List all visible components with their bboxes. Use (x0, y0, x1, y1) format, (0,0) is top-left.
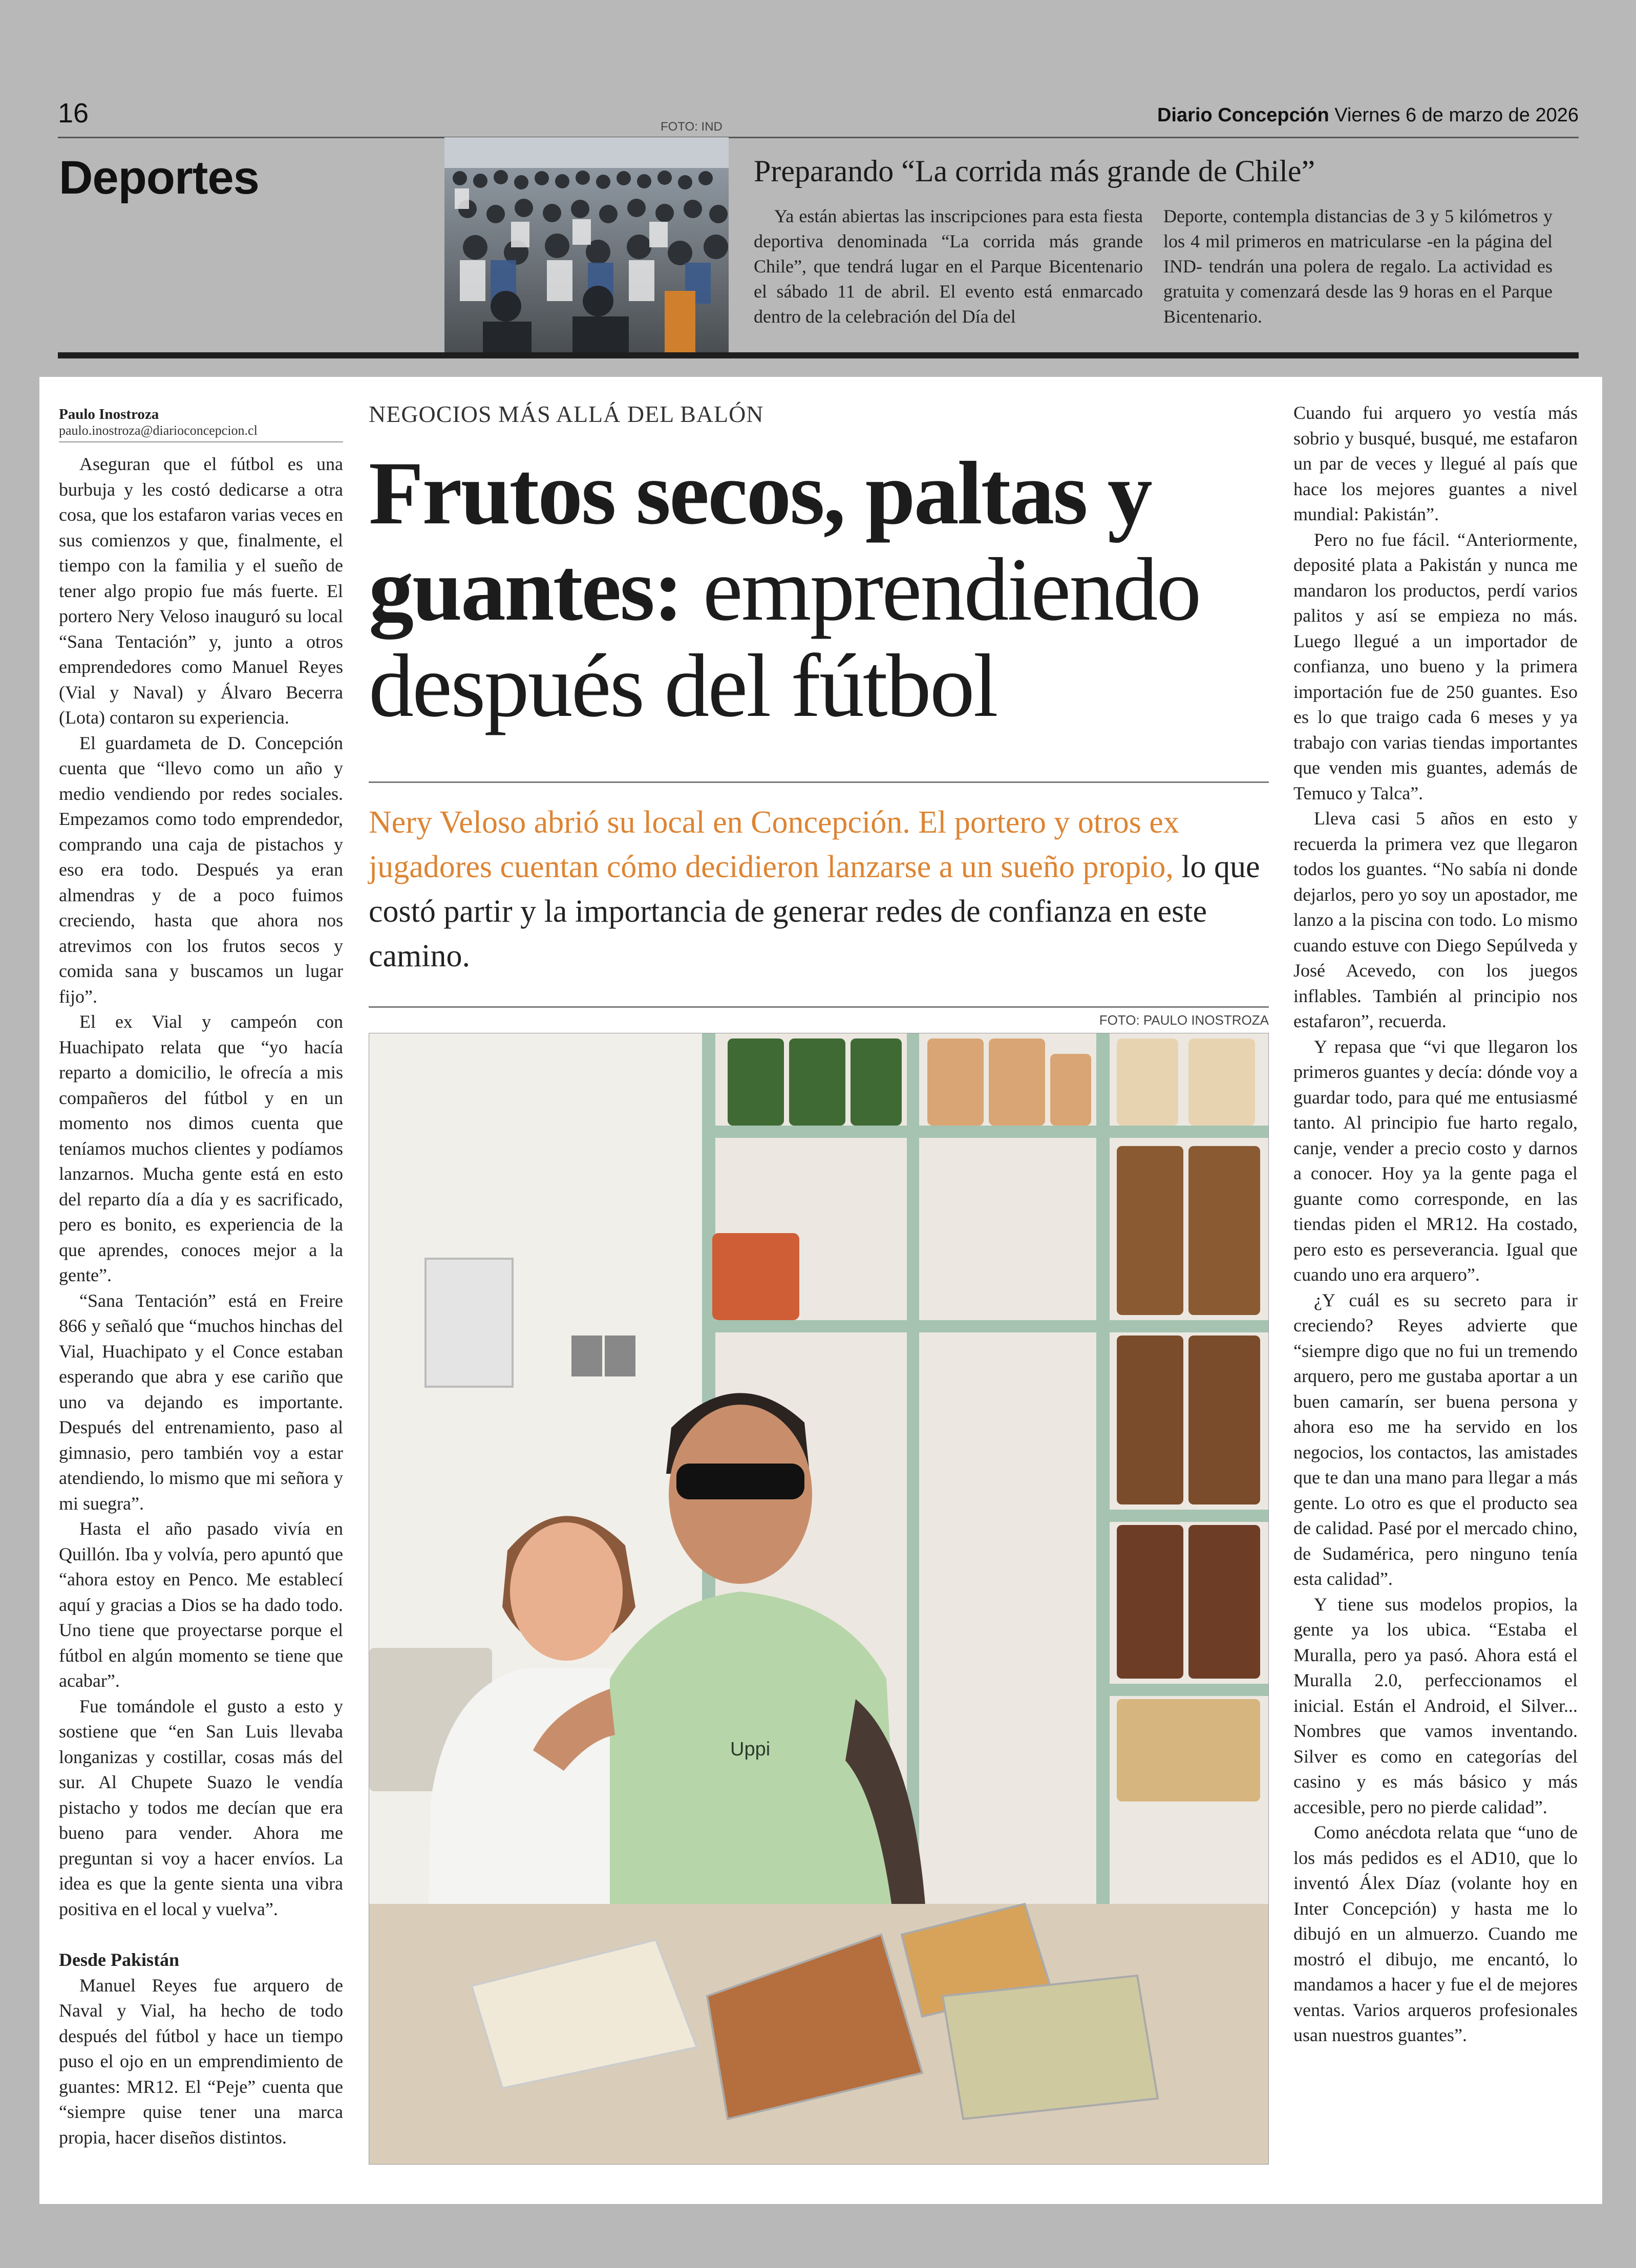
shop-illustration (369, 1033, 1269, 2165)
paragraph: Lleva casi 5 años en esto y recuerda la primera vez que llegaron todos los guantes. “No sabía ni donde dejarlos, pero yo soy un apostador, me lanzo a la piscina con todo. Lo mismo cuando estuve con Diego Sepúlveda y José Acevedo, con los juegos inflables. También al principio nos estafaron”, recuerda. (1293, 808, 1578, 1031)
deck-text: lo que costó partir y la importancia de generar redes de confianza en este camino. (369, 850, 1260, 973)
shirt-logo: Uppi (730, 1739, 771, 1760)
headline-divider (369, 781, 1269, 783)
main-photo-credit: FOTO: PAULO INOSTROZA (1099, 1012, 1269, 1028)
headline (369, 443, 1270, 736)
section-divider (58, 352, 1579, 358)
headline-regular: emprendiendo después del fútbol (369, 540, 1200, 736)
paragraph: Y tiene sus modelos propios, la gente ya los ubica. “Estaba el Muralla, pero ya pasó. Ahora está el Muralla 2.0, perfeccionamos el inicial. Están el Android, el Silver... Nombres que vamos inventando. Silver es como en categorías del casino y es más básico y más accesible, pero no pierde calidad”. (1293, 1594, 1578, 1817)
deck-highlight: Nery Veloso abrió su local en Concepción. El portero y otros ex jugadores cuentan cómo decidieron lanzarse a un sueño propio, (369, 805, 1179, 884)
paragraph: Y repasa que “vi que llegaron los primeros guantes y decía: dónde voy a guardar todo, para qué me entusiasmé tanto. Al principio fue harto regalo, canje, vender a precio costo y darnos a conocer. Hoy ya la gente paga el guante como corresponde, en las tiendas piden el MR12. Ha costado, pero esto es perseverancia. Igual que cuando uno era arquero”. (1293, 1036, 1578, 1285)
newspaper-name: Diario Concepción (1157, 104, 1329, 126)
teaser-photo-runners (444, 137, 729, 352)
article-column-right (1293, 400, 1578, 2048)
masthead (1157, 104, 1579, 126)
section-title: Deportes (59, 152, 259, 204)
author-email: paulo.inostroza@diarioconcepcion.cl (59, 423, 258, 438)
deck (369, 800, 1269, 979)
teaser-title: Preparando “La corrida más grande de Chile” (754, 154, 1315, 188)
page-header (58, 97, 1579, 138)
teaser-text-col1: Ya están abiertas las inscripciones para esta fiesta deportiva denominada “La corrida más grande Chile”, que tendrá lugar en el Parque Bicentenario el sábado 11 de abril. El evento está enmarcado dentro de la celebración del Día del (754, 206, 1143, 327)
page-number: 16 (58, 98, 89, 129)
kicker: NEGOCIOS MÁS ALLÁ DEL BALÓN (369, 401, 764, 427)
main-photo-shop (369, 1033, 1269, 2165)
subheading: Desde Pakistán (59, 1949, 180, 1970)
photo-divider (369, 1006, 1269, 1008)
paragraph: Hasta el año pasado vivía en Quillón. Iba y volvía, pero apuntó que “ahora estoy en Penco. Me establecí aquí y gracias a Dios se ha dado todo. Uno tiene que proyectarse porque el fútbol en algún momento se tiene que acabar”. (59, 1518, 343, 1691)
paragraph: “Sana Tentación” está en Freire 866 y señaló que “muchos hinchas del Vial, Huachipato y el Conce estaban esperando que abra y ese cariño que uno va dejando es importante. Después del entrenamiento, paso al gimnasio, pero también voy a estar atendiendo, lo mismo que mi señora y mi suegra”. (59, 1290, 343, 1514)
crowd-illustration (444, 137, 729, 352)
paragraph: Fue tomándole el gusto a esto y sostiene que “en San Luis llevaba longanizas y costillar, cosas más del sur. Al Chupete Suazo le vendía pistacho y todos me decían que era bueno para vender. Ahora me preguntan si voy a hacer envíos. La idea es que la gente sienta una vibra positiva en el local y vuelva”. (59, 1695, 343, 1919)
paragraph: Aseguran que el fútbol es una burbuja y les costó dedicarse a otra cosa, que los estafaron varias veces en sus comienzos y que, finalmente, el tiempo con la familia y el sueño de tener algo propio fue más fuerte. El portero Nery Veloso inauguró su local “Sana Tentación” y, junto a otros emprendedores como Manuel Reyes (Vial y Naval) y Álvaro Becerra (Lota) contaron su experiencia. (59, 454, 343, 728)
teaser-photo-credit: FOTO: IND (661, 120, 723, 134)
article-column-left (59, 452, 343, 2150)
issue-date: Viernes 6 de marzo de 2026 (1334, 104, 1579, 126)
paragraph: El ex Vial y campeón con Huachipato relata que “yo hacía reparto a domicilio, le ofrecía a mis compañeros del fútbol y en un momento nos dimos cuenta que teníamos muchos clientes y podíamos lanzarnos. Mucha gente está en esto del reparto día a día y es sacrificado, pero es bonito, es experiencia de la que aprendes, conoces mejor a la gente”. (59, 1011, 343, 1285)
paragraph: Cuando fui arquero yo vestía más sobrio y busqué, busqué, me estafaron un par de veces y llegué al país que hace los mejores guantes a nivel mundial: Pakistán”. (1293, 402, 1578, 524)
paragraph: Manuel Reyes fue arquero de Naval y Vial, ha hecho de todo después del fútbol y hace un tiempo puso el ojo en un emprendimiento de guantes: MR12. El “Peje” cuenta que “siempre quise tener una marca propia, hacer diseños distintos. (59, 1975, 343, 2148)
paragraph: El guardameta de D. Concepción cuenta que “llevo como un año y medio vendiendo por redes sociales. Empezamos como todo emprendedor, comprando una caja de pistachos y eso era todo. Después ya eran almendras y de a poco fuimos creciendo, hasta que ahora nos atrevimos con los frutos secos y comida sana y buscamos un lugar fijo”. (59, 732, 343, 1007)
paragraph: Pero no fue fácil. “Anteriormente, deposité plata a Pakistán y nunca me mandaron los productos, perdí varios palitos y así se empieza no más. Luego llegué a un importador de confianza, uno bueno y la primera importación fue de 250 guantes. Eso es lo que traigo cada 6 meses y ya trabajo con varias tiendas importantes que venden mis guantes, además de Temuco y Talca”. (1293, 529, 1578, 803)
headline-bold: Frutos secos, paltas y guantes: (369, 443, 1151, 640)
author-name: Paulo Inostroza (59, 406, 159, 422)
paragraph: ¿Y cuál es su secreto para ir creciendo? Reyes advierte que “siempre digo que no fui un tremendo arquero, pero me gustaba aportar a un buen camarín, ser buena persona y ahora eso me ha servido en los negocios, los contactos, las amistades que te dan una mano para llegar a más gente. Lo otro es que el producto sea de calidad. Pasé por el mercado chino, de Sudamérica, pero ninguno tenía esta calidad”. (1293, 1289, 1578, 1589)
paragraph: Como anécdota relata que “uno de los más pedidos es el AD10, que lo inventó Álex Díaz (volante hoy en Inter Concepción) y hasta me lo dibujó en un almuerzo. Cuando me mostró el dibujo, me encantó, lo mandamos a hacer y fue el de mejores ventas. Varios arqueros profesionales usan nuestros guantes”. (1293, 1822, 1578, 2045)
teaser-text-col2: Deporte, contempla distancias de 3 y 5 kilómetros y los 4 mil primeros en matricularse -en la página del IND- tendrán una polera de regalo. La actividad es gratuita y comenzará desde las 9 horas en el Parque Bicentenario. (1163, 206, 1553, 327)
byline (59, 406, 343, 442)
